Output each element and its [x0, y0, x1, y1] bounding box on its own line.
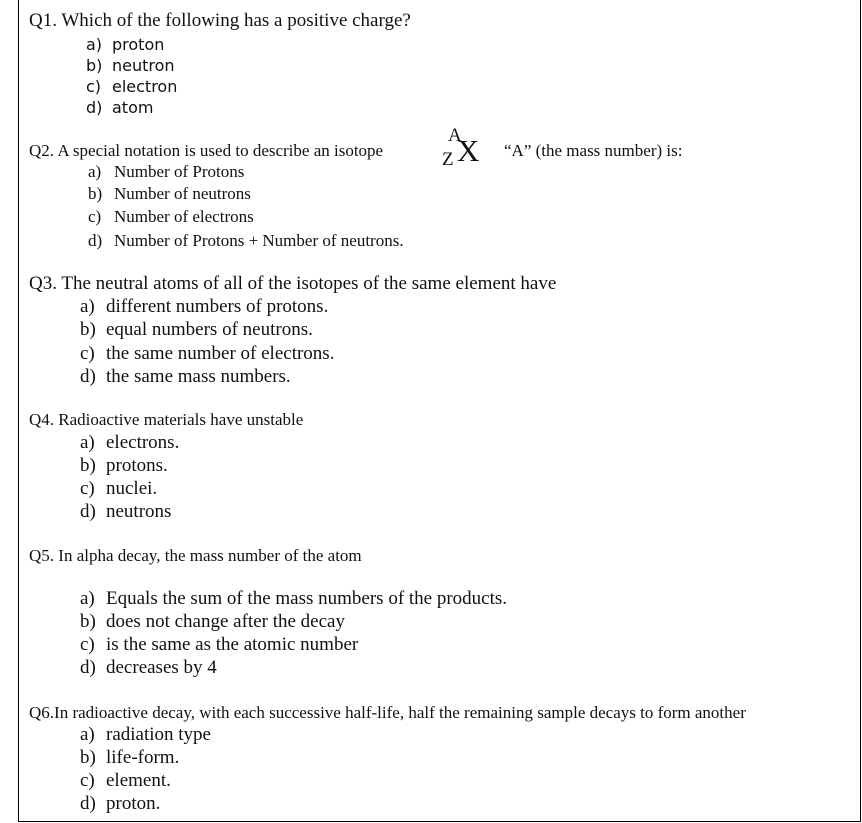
question-2: Q2. A special notation is used to describe an isotope: [29, 141, 384, 160]
q3-option-b[interactable]: b) equal numbers of neutrons.: [80, 319, 313, 340]
atomic-number: Z: [442, 149, 454, 170]
mass-number: A: [448, 125, 462, 146]
q3-option-c[interactable]: c) the same number of electrons.: [80, 343, 335, 364]
q1-option-d[interactable]: d) atom: [86, 98, 154, 117]
q2-option-b[interactable]: b) Number of neutrons: [88, 184, 251, 203]
q1-option-c[interactable]: c) electron: [86, 77, 178, 96]
q3-option-d[interactable]: d) the same mass numbers.: [80, 366, 291, 387]
q1-option-a[interactable]: a) proton: [86, 35, 165, 54]
q3-option-a[interactable]: a) different numbers of protons.: [80, 296, 329, 317]
question-6: Q6.In radioactive decay, with each successive half-life, half the remaining sample decays to form another: [29, 703, 746, 722]
q4-option-a[interactable]: a) electrons.: [80, 432, 180, 453]
q2-option-a[interactable]: a) Number of Protons: [88, 162, 245, 181]
question-1: Q1. Which of the following has a positive charge?: [29, 10, 411, 31]
question-2-continuation: “A” (the mass number) is:: [504, 141, 683, 160]
q5-option-b[interactable]: b) does not change after the decay: [80, 611, 345, 632]
q4-option-c[interactable]: c) nuclei.: [80, 478, 158, 499]
q6-option-d[interactable]: d) proton.: [80, 793, 161, 814]
q6-option-b[interactable]: b) life-form.: [80, 747, 180, 768]
question-3: Q3. The neutral atoms of all of the isotopes of the same element have: [29, 273, 557, 294]
q1-option-b[interactable]: b) neutron: [86, 56, 175, 75]
q5-option-d[interactable]: d) decreases by 4: [80, 657, 217, 678]
question-5: Q5. In alpha decay, the mass number of the atom: [29, 546, 362, 565]
q2-option-c[interactable]: c) Number of electrons: [88, 207, 254, 226]
question-4: Q4. Radioactive materials have unstable: [29, 410, 304, 429]
q5-option-a[interactable]: a) Equals the sum of the mass numbers of the products.: [80, 588, 508, 609]
q5-option-c[interactable]: c) is the same as the atomic number: [80, 634, 359, 655]
element-symbol: X: [457, 133, 480, 168]
q4-option-d[interactable]: d) neutrons: [80, 501, 172, 522]
q6-option-c[interactable]: c) element.: [80, 770, 171, 791]
q4-option-b[interactable]: b) protons.: [80, 455, 168, 476]
q2-option-d[interactable]: d) Number of Protons + Number of neutrons.: [88, 231, 404, 250]
isotope-notation: [440, 125, 492, 175]
q6-option-a[interactable]: a) radiation type: [80, 724, 211, 745]
